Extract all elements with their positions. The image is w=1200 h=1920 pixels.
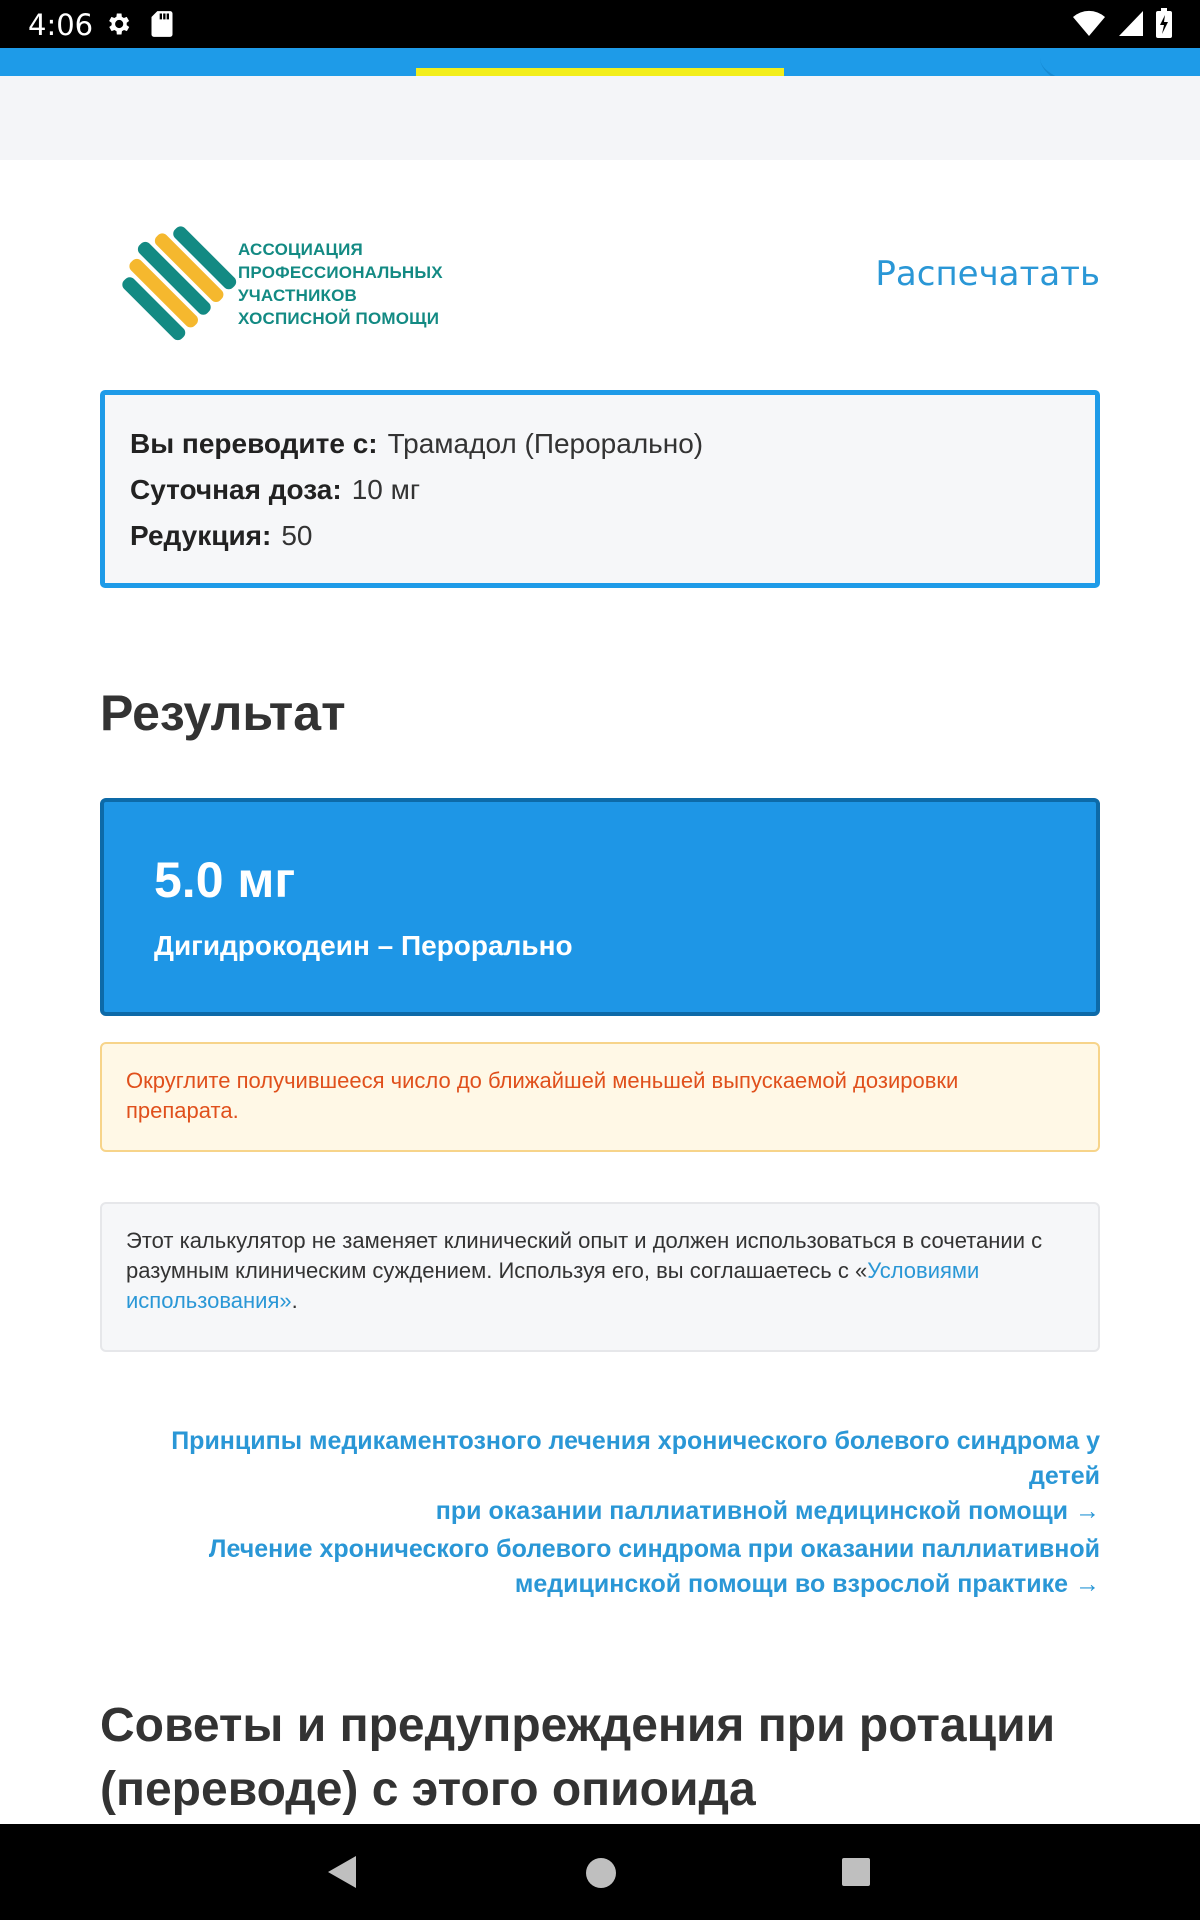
dose-value: 10 мг — [351, 474, 421, 505]
reduction-label: Редукция: — [130, 520, 272, 551]
terms-of-use-link[interactable]: Условиями использования» — [126, 1258, 980, 1313]
back-icon[interactable] — [326, 1854, 358, 1890]
reduction-value: 50 — [281, 520, 313, 551]
recent-apps-icon[interactable] — [842, 1858, 870, 1886]
disclaimer-text: Этот калькулятор не заменяет клинический опыт и должен использоваться в сочетании с разумным клиническим суждением. Используя его, вы соглашаетесь с « — [126, 1228, 1043, 1283]
wifi-icon — [1072, 9, 1106, 37]
result-heading: Результат — [100, 685, 346, 741]
dose-row — [130, 467, 1070, 513]
signal-icon — [1118, 9, 1144, 37]
battery-icon — [1156, 8, 1172, 38]
sd-card-icon — [150, 10, 174, 38]
related-link-line: медицинской помощи во взрослой практике → — [514, 1570, 1100, 1598]
logo-line: ХОСПИСНОЙ ПОМОЩИ — [238, 309, 440, 328]
related-link-line: при оказании паллиативной медицинской помощи → — [435, 1497, 1100, 1525]
logo-mark-icon — [110, 216, 240, 342]
conversion-summary — [100, 390, 1100, 588]
result-card — [100, 798, 1100, 1016]
from-label: Вы переводите с: — [130, 428, 378, 459]
from-value: Трамадол (Перорально) — [387, 428, 704, 459]
reduction-row — [130, 513, 1070, 559]
settings-icon — [104, 10, 132, 38]
disclaimer — [100, 1202, 1100, 1352]
related-link-line: Принципы медикаментозного лечения хронического болевого синдрома у детей — [171, 1427, 1100, 1490]
home-icon[interactable] — [586, 1858, 616, 1888]
active-tab-indicator — [416, 68, 784, 76]
related-link-line: Лечение хронического болевого синдрома при оказании паллиативной — [208, 1535, 1100, 1563]
result-value: 5.0 мг — [154, 852, 296, 908]
tips-heading: Советы и предупреждения при ротации (переводе) с этого опиоида — [100, 1699, 1056, 1816]
related-link-adults[interactable] — [100, 1532, 1100, 1602]
logo-line: ПРОФЕССИОНАЛЬНЫХ — [238, 263, 443, 282]
result-drug: Дигидрокодеин – Перорально — [154, 930, 573, 961]
related-link-children[interactable] — [100, 1424, 1100, 1529]
print-link[interactable]: Распечатать — [875, 254, 1100, 294]
dose-label: Суточная доза: — [130, 474, 342, 505]
toolbar-area — [0, 76, 1200, 160]
association-logo[interactable] — [110, 216, 443, 342]
status-icons — [1072, 8, 1172, 38]
logo-line: УЧАСТНИКОВ — [238, 286, 357, 305]
system-nav-bar — [0, 1824, 1200, 1920]
header-decoration — [1040, 48, 1200, 76]
logo-line: АССОЦИАЦИЯ — [238, 240, 363, 259]
disclaimer-end: . — [291, 1288, 298, 1313]
rounding-warning: Округлите получившееся число до ближайшей меньшей выпускаемой дозировки препарата. — [100, 1042, 1100, 1152]
status-bar — [0, 0, 1200, 48]
status-time: 4:06 — [28, 8, 94, 42]
from-row — [130, 421, 1070, 467]
logo-text — [238, 238, 443, 330]
